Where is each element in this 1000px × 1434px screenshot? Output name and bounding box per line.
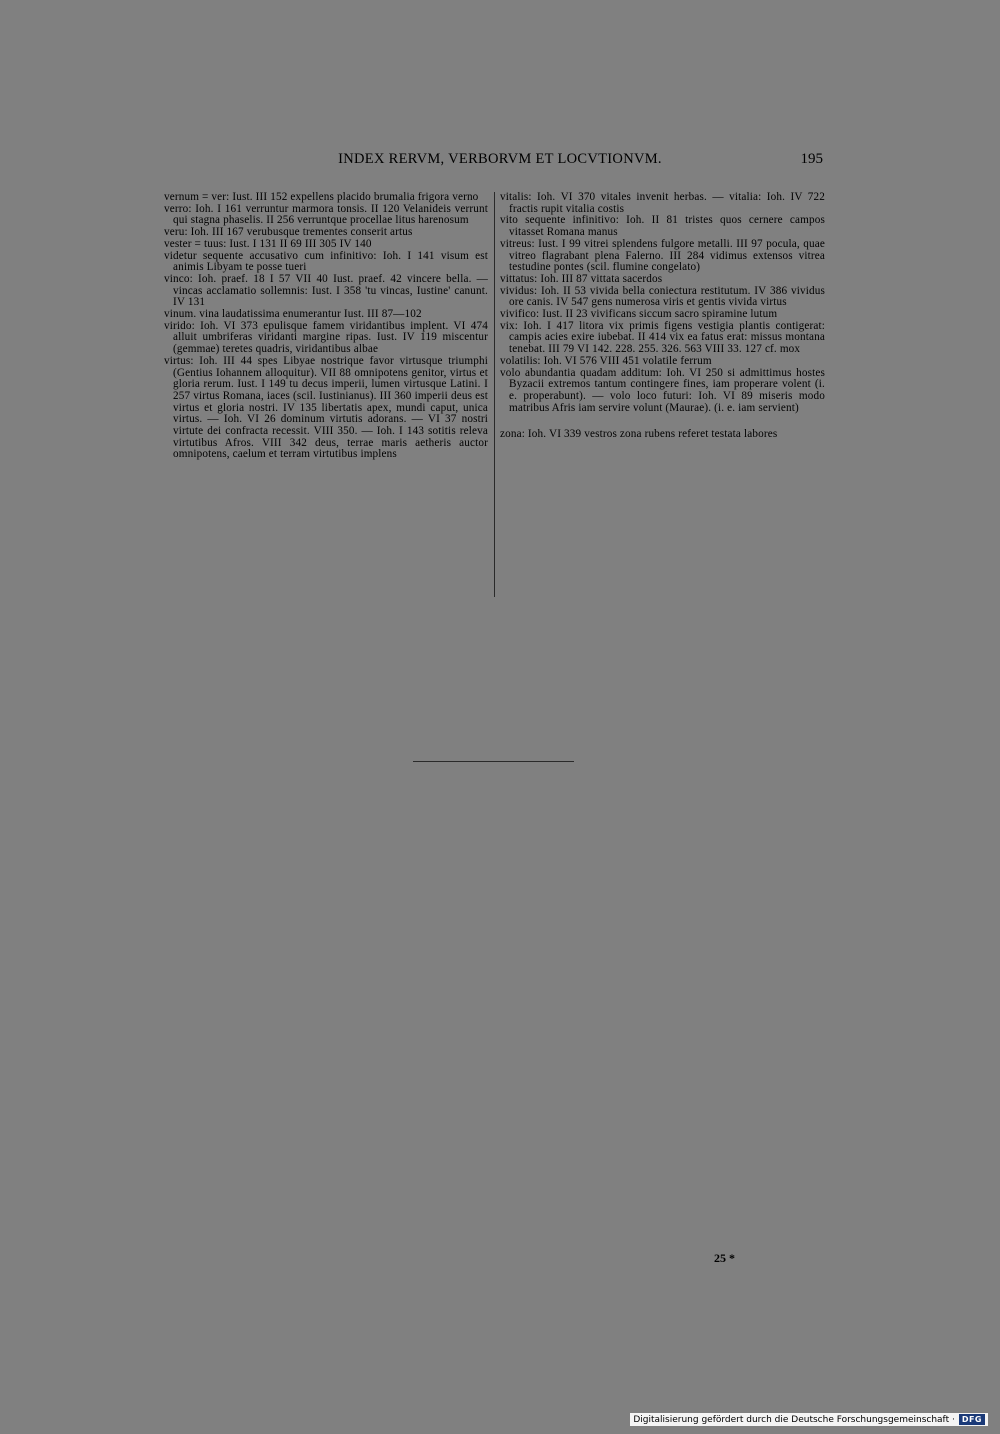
- index-entry-vix: vix: Ioh. I 417 litora vix primis figens vestigia plantis contigerat: campis acies exire iubebat. II 414 vix ea fatus erat: missus montana tenebat. III 79 VI 142. 228. 255. 326. 563 VIII 33. 127 cf. mox: [500, 319, 825, 356]
- index-column-right: [500, 192, 825, 441]
- index-entry-vinum: vinum. vina laudatissima enumerantur Iust. III 87—102: [164, 308, 422, 321]
- index-entry-vernum: vernum = ver: Iust. III 152 expellens placido brumalia frigora verno: [164, 191, 479, 203]
- index-entry-vester: vester = tuus: Iust. I 131 II 69 III 305 IV 140: [164, 237, 372, 250]
- page-number: 195: [800, 151, 823, 167]
- index-entry-videtur: videtur sequente accusativo cum infinitivo: Ioh. I 141 visum est animis Libyam te posse tueri: [164, 249, 488, 274]
- index-entry-vividus: vividus: Ioh. II 53 vivida bella coniectura restitutum. IV 386 vividus ore canis. IV 547 gens numerosa viris et gentis vivida virtus: [500, 284, 825, 309]
- index-entry-volatilis: volatilis: Ioh. VI 576 VIII 451 volatile ferrum: [500, 354, 712, 367]
- index-entry-vittatus: vittatus: Ioh. III 87 vittata sacerdos: [500, 272, 663, 285]
- dfg-footer: [630, 1413, 988, 1426]
- index-entry-volo: volo abundantia quadam additum: Ioh. VI 250 si admittimus hostes Byzacii extremos tantum contingere fines, iam properare volent (i. e. properabunt). — volo loco futuri: Ioh. VI 89 miseris modo matribus Afris iam servire volunt (Maurae). (i. e. iam servient): [500, 366, 825, 414]
- footer-text: Digitalisierung gefördert durch die Deutsche Forschungsgemeinschaft ·: [633, 1414, 955, 1425]
- index-entry-vivifico: vivifico: Iust. II 23 vivificans siccum sacro spiramine lutum: [500, 308, 778, 321]
- index-column-left: [164, 192, 488, 461]
- signature-mark: 25 *: [714, 1251, 735, 1265]
- dfg-logo-icon: DFG: [959, 1414, 985, 1425]
- end-rule: [413, 761, 574, 762]
- index-entry-virtus: virtus: Ioh. III 44 spes Libyae nostrique favor virtusque triumphi (Gentius Iohannem alloquitur). VII 88 omnipotens genitor, virtus et gloria rerum. Iust. I 149 tu decus imperii, lumen virtusque Latini. I 257 virtus Romana, iaces (scil. Iustinianus). III 360 imperii deus est virtus et gloria nostri. IV 135 libertatis apex, mundi caput, unica virtus. — Ioh. VI 26 dominum virtutis adorans. — VI 37 nostri virtute dei confracta recessit. VIII 350. — Ioh. I 143 sotitis releva virtutibus Afros. VIII 342 deus, terrae maris aetheris auctor omnipotens, caelum et terram virtutibus implens: [164, 354, 488, 461]
- page-header-title: INDEX RERVM, VERBORVM ET LOCVTIONVM.: [338, 151, 662, 167]
- index-entry-verro: verro: Ioh. I 161 verruntur marmora tonsis. II 120 Velanideis verrunt qui stagna phaselis. II 256 verruntque procellae litus harenosum: [164, 202, 488, 227]
- index-entry-vinco: vinco: Ioh. praef. 18 I 57 VII 40 Iust. praef. 42 vincere bella. — vincas acclamatio sollemnis: Iust. I 358 'tu vincas, Iustine' canunt. IV 131: [164, 272, 488, 309]
- index-entry-zona: zona: Ioh. VI 339 vestros zona rubens referet testata labores: [500, 428, 778, 441]
- column-divider: [494, 192, 495, 597]
- index-entry-vito: vito sequente infinitivo: Ioh. II 81 tristes quos cernere campos vitasset Romana manus: [500, 214, 825, 239]
- index-entry-vitalis: vitalis: Ioh. VI 370 vitales invenit herbas. — vitalia: Ioh. IV 722 fractis rupit vitalia costis: [500, 191, 825, 215]
- index-entry-veru: veru: Ioh. III 167 verubusque trementes conserit artus: [164, 226, 413, 239]
- index-entry-virido: virido: Ioh. VI 373 epulisque famem viridantibus implent. VI 474 alluit umbriferas viridanti margine ripas. Iust. IV 119 miscentur (gemmae) teretes quadris, viridantibus albae: [164, 319, 488, 356]
- index-entry-vitreus: vitreus: Iust. I 99 vitrei splendens fulgore metalli. III 97 pocula, quae vitreo flagrabant plena Falerno. III 284 vidimus extensos vitrea testudine pontes (scil. flumine congelato): [500, 237, 825, 274]
